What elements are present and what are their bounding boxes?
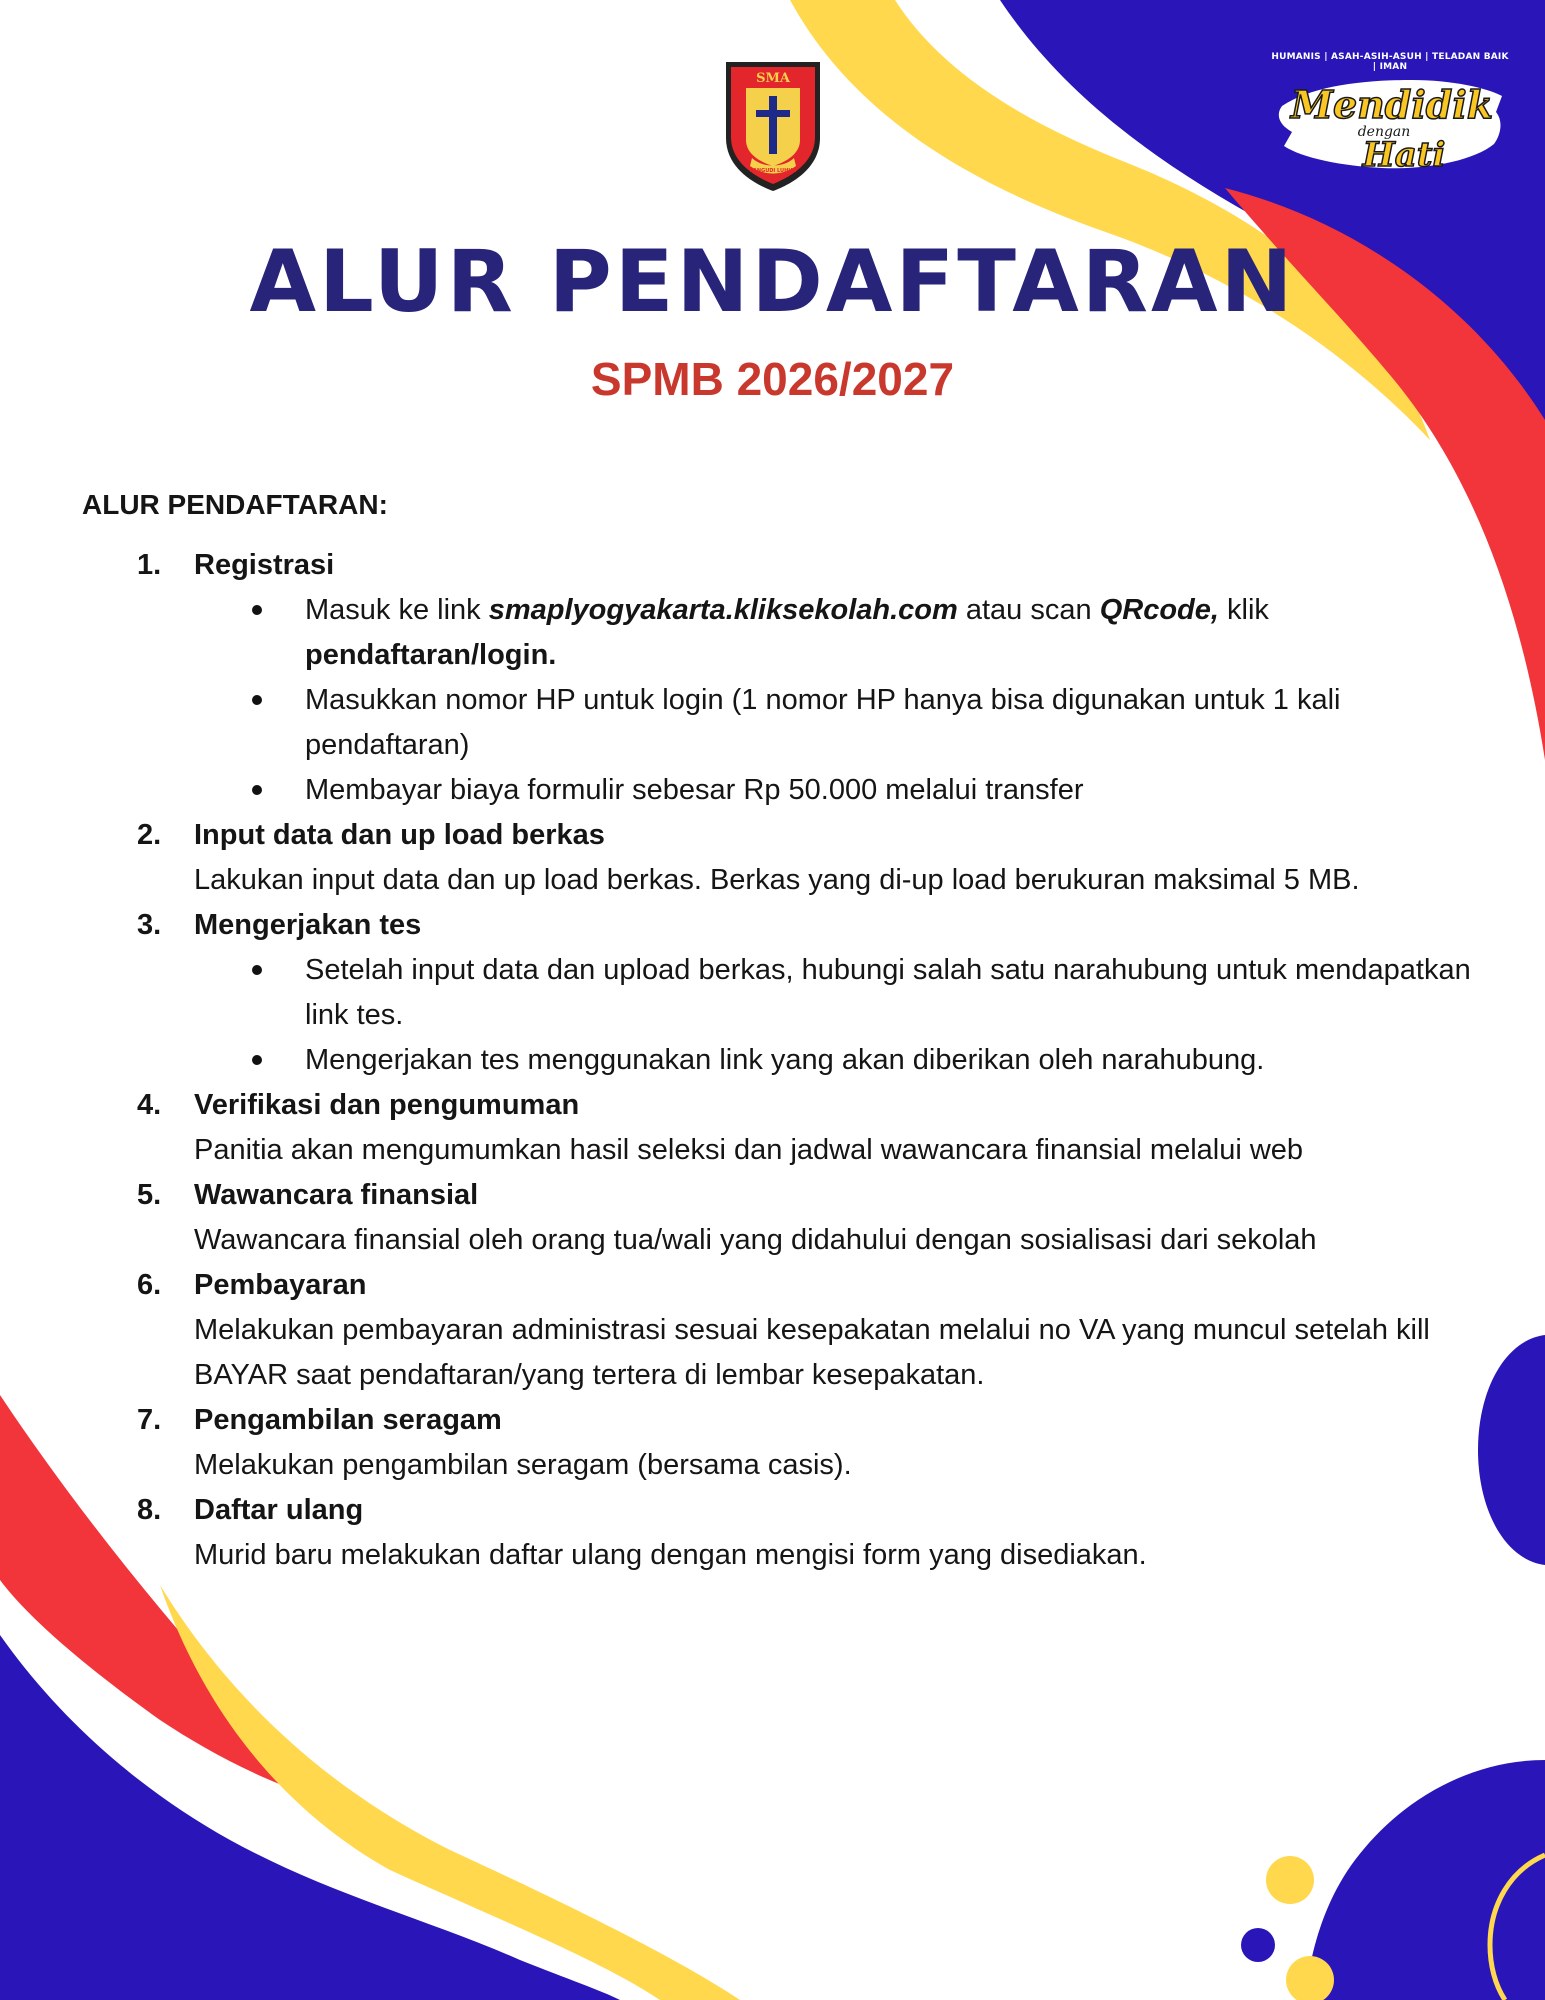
bullet-dot-icon <box>252 785 262 795</box>
logo-text: SMA <box>756 71 790 86</box>
step-title: Mengerjakan tes <box>194 909 422 941</box>
bullet-item <box>194 588 1482 678</box>
qrcode-text: QRcode, <box>1099 594 1219 626</box>
step-title: Input data dan up load berkas <box>194 819 605 851</box>
step-number: 7. <box>137 1404 162 1436</box>
step-item-verifikasi <box>82 1083 1482 1173</box>
brand-line3: Hati <box>1362 135 1446 174</box>
section-heading: ALUR PENDAFTARAN: <box>82 489 388 520</box>
step-number: 8. <box>137 1494 162 1526</box>
step-item-daftar-ulang <box>82 1488 1482 1578</box>
bullet-item <box>194 768 1482 813</box>
login-text: pendaftaran/login. <box>305 639 557 671</box>
step-item-pembayaran <box>82 1263 1482 1398</box>
step-bullets <box>194 948 1482 1083</box>
step-item-seragam <box>82 1398 1482 1488</box>
bullet-item <box>194 678 1482 768</box>
step-number: 2. <box>137 819 162 851</box>
bullet-text: atau scan <box>957 594 1100 626</box>
step-number: 5. <box>137 1179 162 1211</box>
bullet-text: Mengerjakan tes menggunakan link yang akan diberikan oleh narahubung. <box>305 1044 1265 1076</box>
bullet-text: Setelah input data dan upload berkas, hubungi salah satu narahubung untuk mendapatkan link tes. <box>305 954 1471 1031</box>
bullet-dot-icon <box>252 1055 262 1065</box>
step-title: Verifikasi dan pengumuman <box>194 1089 580 1121</box>
step-description: Melakukan pembayaran administrasi sesuai kesepakatan melalui no VA yang muncul setelah kill BAYAR saat pendaftaran/yang tertera di lembar kesepakatan. <box>194 1314 1430 1391</box>
step-title: Pembayaran <box>194 1269 367 1301</box>
brand-line1: Mendidik <box>1290 82 1494 127</box>
brand-line2: dengan <box>1357 124 1411 140</box>
step-title: Registrasi <box>194 549 335 581</box>
step-item-input-data <box>82 813 1482 903</box>
step-number: 6. <box>137 1269 162 1301</box>
bullet-dot-icon <box>252 965 262 975</box>
bullet-text: Masukkan nomor HP untuk login (1 nomor HP hanya bisa digunakan untuk 1 kali pendaftaran) <box>305 684 1341 761</box>
step-number: 4. <box>137 1089 162 1121</box>
step-bullets <box>194 588 1482 813</box>
school-crest-logo <box>722 58 824 193</box>
page-title: ALUR PENDAFTARAN <box>249 232 1296 332</box>
bullet-item <box>194 1038 1482 1083</box>
content-body <box>82 482 1482 1578</box>
step-description: Melakukan pengambilan seragam (bersama casis). <box>194 1449 852 1481</box>
step-description: Panitia akan mengumumkan hasil seleksi dan jadwal wawancara finansial melalui web <box>194 1134 1304 1166</box>
bullet-item <box>194 948 1482 1038</box>
step-number: 1. <box>137 549 162 581</box>
step-description: Murid baru melakukan daftar ulang dengan mengisi form yang disediakan. <box>194 1539 1147 1571</box>
bullet-text: klik <box>1218 594 1269 626</box>
step-description: Wawancara finansial oleh orang tua/wali yang didahului dengan sosialisasi dari sekolah <box>194 1224 1317 1256</box>
bullet-text: Membayar biaya formulir sebesar Rp 50.000 melalui transfer <box>305 774 1084 806</box>
step-title: Wawancara finansial <box>194 1179 479 1211</box>
step-number: 3. <box>137 909 162 941</box>
logo-motto: PANGUDI LUHUR <box>749 168 797 174</box>
bullet-dot-icon <box>252 605 262 615</box>
school-tagline: HUMANIS | ASAH-ASIH-ASUH | TELADAN BAIK | IMAN <box>1271 52 1509 72</box>
page-subtitle: SPMB 2026/2027 <box>590 353 955 405</box>
brand-brush-logo <box>1272 66 1508 174</box>
step-item-registrasi <box>82 543 1482 813</box>
step-description: Lakukan input data dan up load berkas. Berkas yang di-up load berukuran maksimal 5 MB. <box>194 864 1360 896</box>
step-item-wawancara <box>82 1173 1482 1263</box>
step-item-tes <box>82 903 1482 1083</box>
step-title: Daftar ulang <box>194 1494 364 1526</box>
registration-link[interactable]: smaplyogyakarta.kliksekolah.com <box>488 594 958 626</box>
step-title: Pengambilan seragam <box>194 1404 502 1436</box>
bullet-text: Masuk ke link <box>305 594 489 626</box>
bullet-dot-icon <box>252 695 262 705</box>
steps-list <box>82 543 1482 1578</box>
